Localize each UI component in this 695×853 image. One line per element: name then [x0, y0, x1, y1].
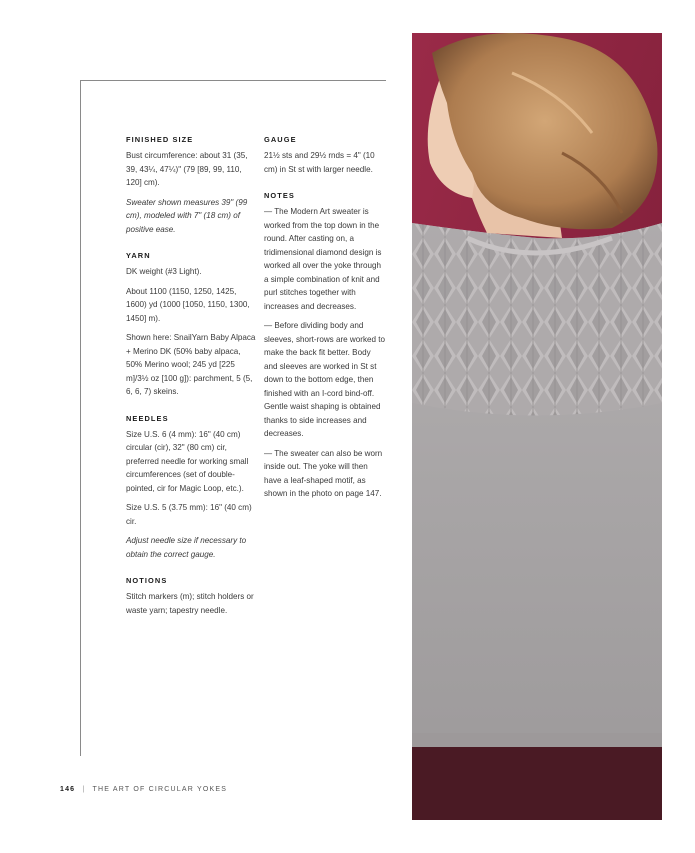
notes-paragraph-2: — Before dividing body and sleeves, short-rows are worked to make the back fit better. Body and sleeves are worked in St st down to the bottom edge, then finished with an I-cord bind-off. Gentle waist shaping is obtained thanks to side increases and decreases.	[264, 321, 386, 438]
yarn-weight-text: DK weight (#3 Light).	[126, 267, 202, 276]
notes-heading: NOTES	[264, 191, 295, 200]
needles-secondary-text: Size U.S. 5 (3.75 mm): 16" (40 cm) cir.	[126, 503, 252, 526]
needles-primary-text: Size U.S. 6 (4 mm): 16" (40 cm) circular (cir), 32" (80 cm) cir, preferred needle for working small circumferences (set of double-pointed, cir for Magic Loop, etc.).	[126, 429, 249, 493]
yarn-amount-text: About 1100 (1150, 1250, 1425, 1600) yd (1000 [1050, 1150, 1300, 1450] m).	[126, 286, 250, 323]
needles-adjust-text: Adjust needle size if necessary to obtain the correct gauge.	[126, 536, 247, 559]
sweater-shown-text: Sweater shown measures 39" (99 cm), modeled with 7" (18 cm) of positive ease.	[126, 197, 248, 234]
gauge-text: 21½ sts and 29½ rnds = 4" (10 cm) in St st with larger needle.	[264, 151, 375, 174]
page-footer	[60, 786, 227, 793]
sweater-hem	[412, 733, 662, 747]
yarn-shown-text: Shown here: SnailYarn Baby Alpaca + Merino DK (50% baby alpaca, 50% Merino wool; 245 yd [225 m]/3½ oz [100 g]): parchment, 5 (5, 6, 6, 7) skeins.	[126, 333, 256, 396]
footer-separator: |	[82, 786, 86, 793]
specs-left-column	[126, 134, 256, 623]
yarn-heading: YARN	[126, 251, 151, 260]
column-rule-top	[80, 80, 386, 81]
gauge-heading: GAUGE	[264, 135, 297, 144]
pants	[412, 747, 662, 820]
page-number: 146	[60, 786, 76, 793]
notes-paragraph-1: — The Modern Art sweater is worked from the top down in the round. After casting on, a tridimensional diamond design is worked all over the yoke through a simple combination of knit and purl stitches together with increases and decreases.	[264, 207, 382, 311]
sweater-photo	[412, 33, 662, 820]
notions-text: Stitch markers (m); stitch holders or waste yarn; tapestry needle.	[126, 592, 254, 615]
book-title: THE ART OF CIRCULAR YOKES	[92, 786, 228, 793]
specs-right-column	[264, 134, 386, 507]
needles-heading: NEEDLES	[126, 413, 169, 423]
finished-size-text: Bust circumference: about 31 (35, 39, 43¼, 47¼)" (79 [89, 99, 110, 120] cm).	[126, 151, 248, 187]
column-rule-left	[80, 80, 81, 756]
notions-heading: NOTIONS	[126, 576, 168, 585]
finished-size-heading: FINISHED SIZE	[126, 135, 194, 144]
notes-paragraph-3: — The sweater can also be worn inside out. The yoke will then have a leaf-shaped motif, as shown in the photo on page 147.	[264, 448, 383, 498]
